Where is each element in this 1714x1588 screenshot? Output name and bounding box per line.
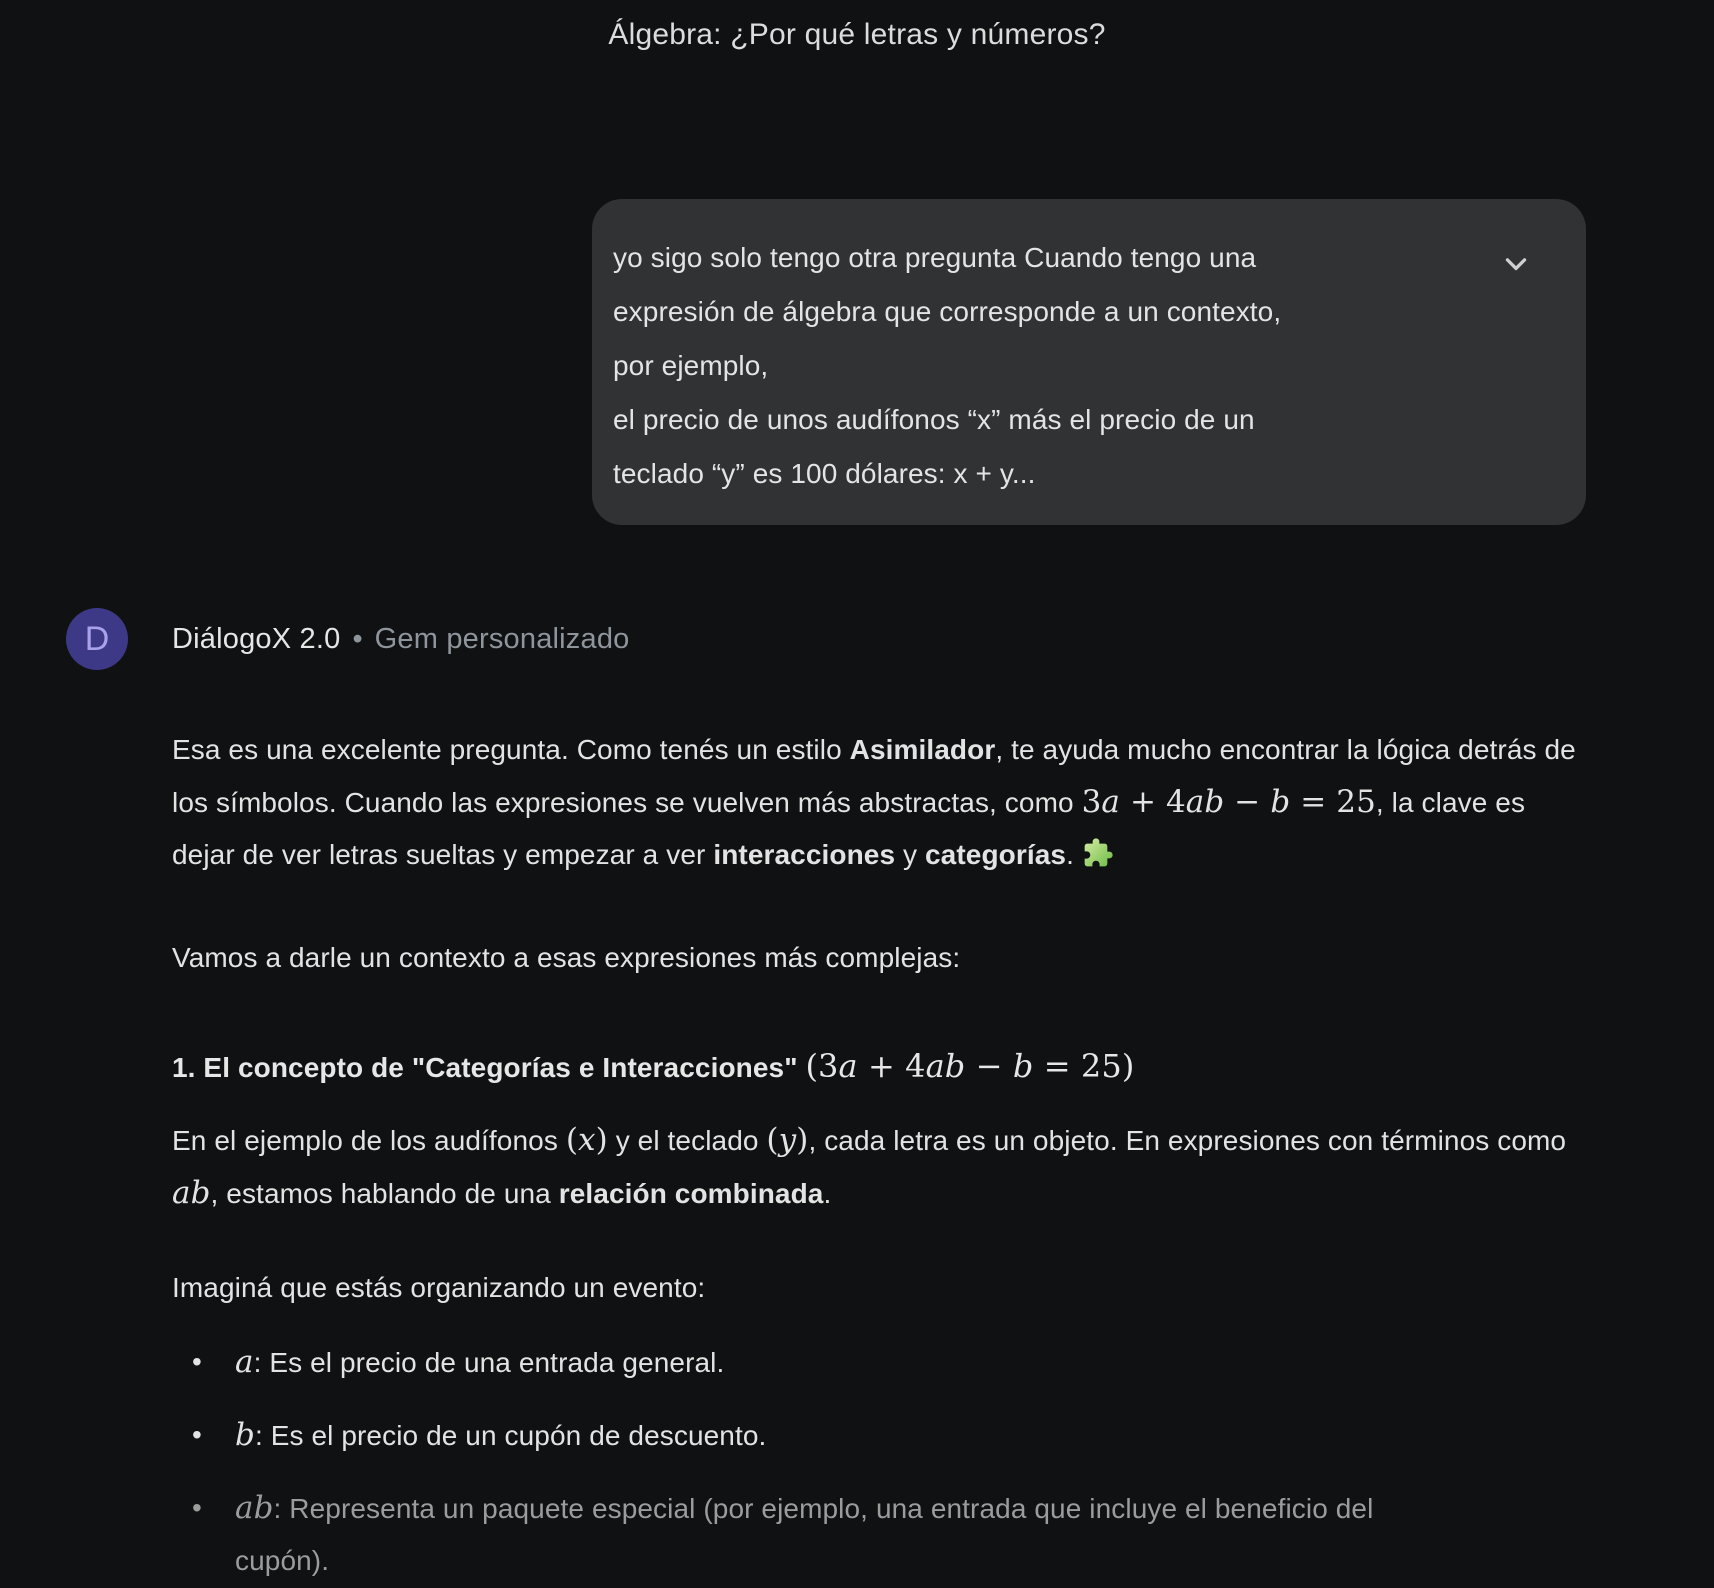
math-expression: (y) xyxy=(766,1122,809,1158)
response-text: y xyxy=(895,839,925,870)
sender-badge: Gem personalizado xyxy=(374,622,630,655)
user-message-line: el precio de unos audífonos “x” más el precio de un xyxy=(613,404,1255,435)
math-expression: b xyxy=(235,1417,255,1453)
user-message-line: por ejemplo, xyxy=(613,350,769,381)
response-text: , te ayuda mucho encontrar la lógica detrás de los símbolos. Cuando las expresiones se vuelven más abstractas, como xyxy=(172,734,1576,818)
response-paragraph: Vamos a darle un contexto a esas expresiones más complejas: xyxy=(172,942,961,973)
response-text: . xyxy=(823,1178,832,1209)
list-item-text-continuation: cupón). xyxy=(235,1545,330,1576)
response-text: En el ejemplo de los audífonos xyxy=(172,1125,566,1156)
user-message-bubble xyxy=(592,199,1586,525)
response-message xyxy=(172,724,1590,1587)
bold-text: relación combinada xyxy=(558,1178,824,1209)
math-expression: ab xyxy=(235,1490,274,1526)
bot-avatar xyxy=(66,608,128,670)
list-item-text: : Es el precio de un cupón de descuento. xyxy=(254,1420,767,1451)
list-item xyxy=(172,1336,1590,1389)
math-expression: a xyxy=(235,1344,254,1380)
page-title: Álgebra: ¿Por qué letras y números? xyxy=(608,18,1106,51)
response-text: y el teclado xyxy=(607,1125,767,1156)
list-item-text: : Es el precio de una entrada general. xyxy=(253,1347,725,1378)
response-text: Esa es una excelente pregunta. Como tenés un estilo xyxy=(172,734,850,765)
response-text: . xyxy=(1066,839,1074,870)
bullet-icon: • xyxy=(192,1419,202,1450)
list-item xyxy=(172,1409,1590,1462)
bold-text: Asimilador xyxy=(849,734,996,765)
expand-message-button[interactable] xyxy=(1496,244,1536,284)
bold-text: interacciones xyxy=(713,839,896,870)
math-expression: 3a + 4ab − b = 25 xyxy=(1081,784,1376,820)
math-expression: (3a + 4ab − b = 25) xyxy=(805,1047,1135,1085)
section-heading xyxy=(172,1040,1590,1094)
math-expression: ab xyxy=(172,1175,211,1211)
chevron-down-icon xyxy=(1497,245,1535,283)
user-message-line: expresión de álgebra que corresponde a un contexto, xyxy=(613,296,1282,327)
math-expression: (x) xyxy=(565,1122,608,1158)
bullet-icon: • xyxy=(192,1346,202,1377)
bullet-icon: • xyxy=(192,1492,202,1523)
response-paragraph: Imaginá que estás organizando un evento: xyxy=(172,1272,706,1303)
response-text: , estamos hablando de una xyxy=(210,1178,559,1209)
bold-text: categorías xyxy=(925,839,1067,870)
response-paragraph xyxy=(172,724,1590,886)
bullet-list xyxy=(172,1336,1590,1587)
list-item xyxy=(172,1482,1590,1587)
response-text: , cada letra es un objeto. En expresiones con términos como xyxy=(808,1125,1567,1156)
avatar-letter: D xyxy=(84,619,110,658)
user-message-line: teclado “y” es 100 dólares: x + y... xyxy=(613,458,1036,489)
user-message-line: yo sigo solo tengo otra pregunta Cuando tengo una xyxy=(613,242,1257,273)
heading-text: 1. El concepto de "Categorías e Interacciones" xyxy=(172,1052,806,1083)
sender-separator: • xyxy=(352,622,363,655)
sender-row xyxy=(66,608,630,670)
list-item-text: : Representa un paquete especial (por ejemplo, una entrada que incluye el beneficio del xyxy=(273,1493,1374,1524)
response-paragraph xyxy=(172,1114,1590,1220)
sender-name: DiálogoX 2.0 xyxy=(172,622,341,655)
puzzle-emoji-icon xyxy=(1082,834,1114,886)
response-text: , la clave es dejar de ver letras sueltas y empezar a ver xyxy=(172,787,1526,870)
